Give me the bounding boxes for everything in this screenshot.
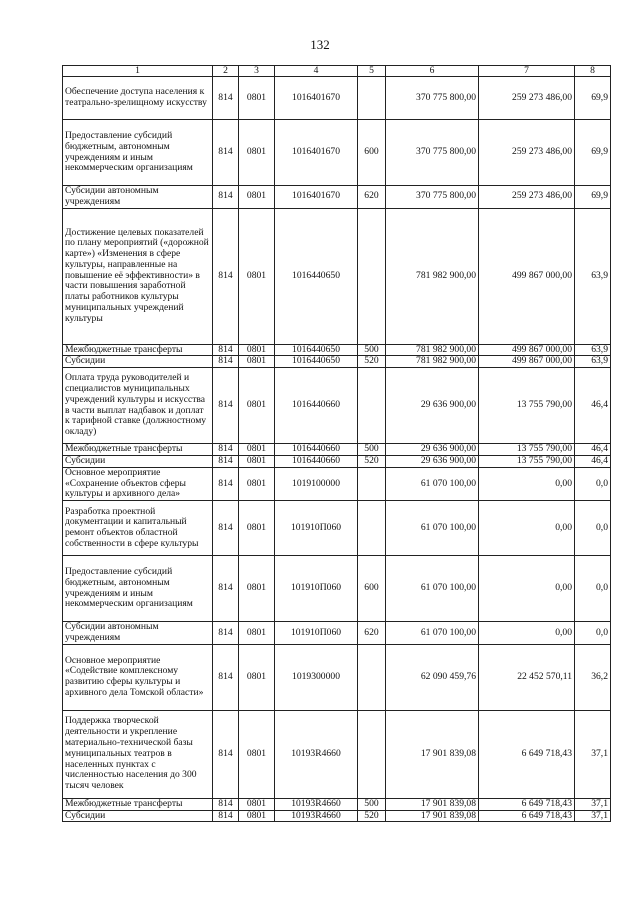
row-name: Межбюджетные трансферты bbox=[63, 344, 213, 356]
row-percent: 37,1 bbox=[575, 710, 611, 798]
table-body bbox=[63, 77, 611, 822]
row-plan-amount: 370 775 800,00 bbox=[386, 120, 479, 186]
header-col-3: 3 bbox=[239, 66, 275, 77]
table-row bbox=[63, 644, 611, 710]
row-percent: 0,0 bbox=[575, 556, 611, 622]
row-grbs-code: 814 bbox=[213, 455, 239, 467]
row-name: Субсидии bbox=[63, 455, 213, 467]
row-section-code: 0801 bbox=[239, 455, 275, 467]
table-header bbox=[63, 66, 611, 77]
row-name: Разработка проектной документации и капитальный ремонт объектов областной собственности в сфере культуры bbox=[63, 501, 213, 556]
row-percent: 46,4 bbox=[575, 444, 611, 456]
row-target-code: 1016401670 bbox=[275, 186, 358, 209]
header-col-5: 5 bbox=[358, 66, 386, 77]
row-name: Межбюджетные трансферты bbox=[63, 444, 213, 456]
row-name: Поддержка творческой деятельности и укрепление материально-технической базы муниципальных театров в населенных пунктах с численностью населения до 300 тысяч человек bbox=[63, 710, 213, 798]
row-expense-type bbox=[358, 77, 386, 120]
row-expense-type: 500 bbox=[358, 444, 386, 456]
row-plan-amount: 17 901 839,08 bbox=[386, 798, 479, 810]
row-section-code: 0801 bbox=[239, 798, 275, 810]
row-percent: 0,0 bbox=[575, 622, 611, 645]
row-grbs-code: 814 bbox=[213, 501, 239, 556]
row-target-code: 1019100000 bbox=[275, 467, 358, 500]
header-col-4: 4 bbox=[275, 66, 358, 77]
row-section-code: 0801 bbox=[239, 120, 275, 186]
row-actual-amount: 6 649 718,43 bbox=[479, 810, 575, 822]
row-grbs-code: 814 bbox=[213, 77, 239, 120]
row-grbs-code: 814 bbox=[213, 186, 239, 209]
row-percent: 37,1 bbox=[575, 798, 611, 810]
table-row bbox=[63, 77, 611, 120]
row-name: Межбюджетные трансферты bbox=[63, 798, 213, 810]
row-expense-type bbox=[358, 644, 386, 710]
row-expense-type bbox=[358, 467, 386, 500]
row-section-code: 0801 bbox=[239, 186, 275, 209]
table-row bbox=[63, 710, 611, 798]
row-section-code: 0801 bbox=[239, 710, 275, 798]
table-row bbox=[63, 810, 611, 822]
row-section-code: 0801 bbox=[239, 810, 275, 822]
row-plan-amount: 62 090 459,76 bbox=[386, 644, 479, 710]
table-row bbox=[63, 368, 611, 444]
row-plan-amount: 29 636 900,00 bbox=[386, 444, 479, 456]
row-expense-type: 520 bbox=[358, 356, 386, 368]
row-expense-type: 600 bbox=[358, 556, 386, 622]
row-expense-type: 620 bbox=[358, 186, 386, 209]
row-expense-type: 500 bbox=[358, 344, 386, 356]
row-expense-type: 600 bbox=[358, 120, 386, 186]
row-percent: 69,9 bbox=[575, 186, 611, 209]
row-plan-amount: 61 070 100,00 bbox=[386, 467, 479, 500]
row-target-code: 1016401670 bbox=[275, 77, 358, 120]
row-percent: 0,0 bbox=[575, 501, 611, 556]
row-grbs-code: 814 bbox=[213, 344, 239, 356]
row-section-code: 0801 bbox=[239, 622, 275, 645]
table-row bbox=[63, 798, 611, 810]
row-target-code: 1016440650 bbox=[275, 344, 358, 356]
row-actual-amount: 13 755 790,00 bbox=[479, 455, 575, 467]
header-col-1: 1 bbox=[63, 66, 213, 77]
header-col-2: 2 bbox=[213, 66, 239, 77]
row-name: Субсидии автономным учреждениям bbox=[63, 622, 213, 645]
table-row bbox=[63, 501, 611, 556]
page-number: 132 bbox=[310, 37, 330, 52]
row-plan-amount: 61 070 100,00 bbox=[386, 622, 479, 645]
row-section-code: 0801 bbox=[239, 368, 275, 444]
row-actual-amount: 13 755 790,00 bbox=[479, 368, 575, 444]
row-plan-amount: 781 982 900,00 bbox=[386, 344, 479, 356]
row-actual-amount: 6 649 718,43 bbox=[479, 798, 575, 810]
row-target-code: 101910П060 bbox=[275, 556, 358, 622]
row-target-code: 1016401670 bbox=[275, 120, 358, 186]
row-target-code: 10193R4660 bbox=[275, 798, 358, 810]
row-percent: 36,2 bbox=[575, 644, 611, 710]
row-grbs-code: 814 bbox=[213, 368, 239, 444]
row-section-code: 0801 bbox=[239, 644, 275, 710]
row-section-code: 0801 bbox=[239, 467, 275, 500]
row-section-code: 0801 bbox=[239, 444, 275, 456]
row-plan-amount: 370 775 800,00 bbox=[386, 77, 479, 120]
row-percent: 0,0 bbox=[575, 467, 611, 500]
row-plan-amount: 370 775 800,00 bbox=[386, 186, 479, 209]
header-row bbox=[63, 66, 611, 77]
row-section-code: 0801 bbox=[239, 501, 275, 556]
row-percent: 69,9 bbox=[575, 77, 611, 120]
row-actual-amount: 259 273 486,00 bbox=[479, 120, 575, 186]
row-name: Основное мероприятие «Сохранение объектов сферы культуры и архивного дела» bbox=[63, 467, 213, 500]
row-grbs-code: 814 bbox=[213, 467, 239, 500]
row-target-code: 101910П060 bbox=[275, 622, 358, 645]
row-grbs-code: 814 bbox=[213, 208, 239, 344]
row-actual-amount: 0,00 bbox=[479, 467, 575, 500]
row-actual-amount: 22 452 570,11 bbox=[479, 644, 575, 710]
row-expense-type bbox=[358, 368, 386, 444]
budget-table bbox=[62, 65, 611, 822]
header-col-8: 8 bbox=[575, 66, 611, 77]
row-target-code: 10193R4660 bbox=[275, 710, 358, 798]
row-plan-amount: 61 070 100,00 bbox=[386, 556, 479, 622]
row-name: Субсидии автономным учреждениям bbox=[63, 186, 213, 209]
row-target-code: 10193R4660 bbox=[275, 810, 358, 822]
row-actual-amount: 259 273 486,00 bbox=[479, 186, 575, 209]
row-expense-type bbox=[358, 208, 386, 344]
row-actual-amount: 499 867 000,00 bbox=[479, 356, 575, 368]
row-name: Оплата труда руководителей и специалистов муниципальных учреждений культуры и искусства в части выплат надбавок и доплат к тарифной ставке (должностному окладу) bbox=[63, 368, 213, 444]
row-percent: 46,4 bbox=[575, 368, 611, 444]
row-plan-amount: 29 636 900,00 bbox=[386, 368, 479, 444]
row-section-code: 0801 bbox=[239, 77, 275, 120]
table-row bbox=[63, 467, 611, 500]
table-row bbox=[63, 444, 611, 456]
row-plan-amount: 781 982 900,00 bbox=[386, 208, 479, 344]
row-expense-type: 520 bbox=[358, 810, 386, 822]
row-grbs-code: 814 bbox=[213, 356, 239, 368]
row-actual-amount: 0,00 bbox=[479, 501, 575, 556]
row-grbs-code: 814 bbox=[213, 644, 239, 710]
row-target-code: 1016440650 bbox=[275, 356, 358, 368]
row-name: Основное мероприятие «Содействие комплексному развитию сферы культуры и архивного дела Томской области» bbox=[63, 644, 213, 710]
row-expense-type: 520 bbox=[358, 455, 386, 467]
table-row bbox=[63, 356, 611, 368]
row-plan-amount: 17 901 839,08 bbox=[386, 810, 479, 822]
row-section-code: 0801 bbox=[239, 356, 275, 368]
table-row bbox=[63, 120, 611, 186]
row-target-code: 101910П060 bbox=[275, 501, 358, 556]
table-row bbox=[63, 344, 611, 356]
row-actual-amount: 0,00 bbox=[479, 622, 575, 645]
table-row bbox=[63, 208, 611, 344]
table-row bbox=[63, 622, 611, 645]
row-percent: 63,9 bbox=[575, 208, 611, 344]
row-actual-amount: 499 867 000,00 bbox=[479, 344, 575, 356]
header-col-6: 6 bbox=[386, 66, 479, 77]
row-plan-amount: 781 982 900,00 bbox=[386, 356, 479, 368]
row-grbs-code: 814 bbox=[213, 710, 239, 798]
row-actual-amount: 0,00 bbox=[479, 556, 575, 622]
row-name: Субсидии bbox=[63, 356, 213, 368]
row-grbs-code: 814 bbox=[213, 444, 239, 456]
row-grbs-code: 814 bbox=[213, 810, 239, 822]
row-expense-type: 500 bbox=[358, 798, 386, 810]
row-name: Субсидии bbox=[63, 810, 213, 822]
header-col-7: 7 bbox=[479, 66, 575, 77]
row-expense-type bbox=[358, 501, 386, 556]
row-grbs-code: 814 bbox=[213, 622, 239, 645]
row-actual-amount: 499 867 000,00 bbox=[479, 208, 575, 344]
row-target-code: 1016440660 bbox=[275, 455, 358, 467]
row-expense-type bbox=[358, 710, 386, 798]
row-plan-amount: 17 901 839,08 bbox=[386, 710, 479, 798]
row-grbs-code: 814 bbox=[213, 798, 239, 810]
row-name: Предоставление субсидий бюджетным, автономным учреждениям и иным некоммерческим организациям bbox=[63, 556, 213, 622]
row-percent: 46,4 bbox=[575, 455, 611, 467]
row-grbs-code: 814 bbox=[213, 556, 239, 622]
row-percent: 37,1 bbox=[575, 810, 611, 822]
row-actual-amount: 259 273 486,00 bbox=[479, 77, 575, 120]
row-target-code: 1019300000 bbox=[275, 644, 358, 710]
row-grbs-code: 814 bbox=[213, 120, 239, 186]
row-percent: 69,9 bbox=[575, 120, 611, 186]
row-percent: 63,9 bbox=[575, 356, 611, 368]
row-name: Достижение целевых показателей по плану мероприятий («дорожной карте») «Изменения в сфере культуры, направленные на повышение её эффективности» в части повышения заработной платы работников культуры муниципальных учреждений культуры bbox=[63, 208, 213, 344]
row-target-code: 1016440660 bbox=[275, 444, 358, 456]
row-name: Обеспечение доступа населения к театрально-зрелищному искусству bbox=[63, 77, 213, 120]
row-plan-amount: 29 636 900,00 bbox=[386, 455, 479, 467]
row-plan-amount: 61 070 100,00 bbox=[386, 501, 479, 556]
table-row bbox=[63, 186, 611, 209]
row-expense-type: 620 bbox=[358, 622, 386, 645]
row-target-code: 1016440660 bbox=[275, 368, 358, 444]
row-section-code: 0801 bbox=[239, 208, 275, 344]
row-section-code: 0801 bbox=[239, 344, 275, 356]
table-row bbox=[63, 455, 611, 467]
row-percent: 63,9 bbox=[575, 344, 611, 356]
row-section-code: 0801 bbox=[239, 556, 275, 622]
row-actual-amount: 13 755 790,00 bbox=[479, 444, 575, 456]
row-actual-amount: 6 649 718,43 bbox=[479, 710, 575, 798]
table-row bbox=[63, 556, 611, 622]
row-target-code: 1016440650 bbox=[275, 208, 358, 344]
row-name: Предоставление субсидий бюджетным, автономным учреждениям и иным некоммерческим организациям bbox=[63, 120, 213, 186]
